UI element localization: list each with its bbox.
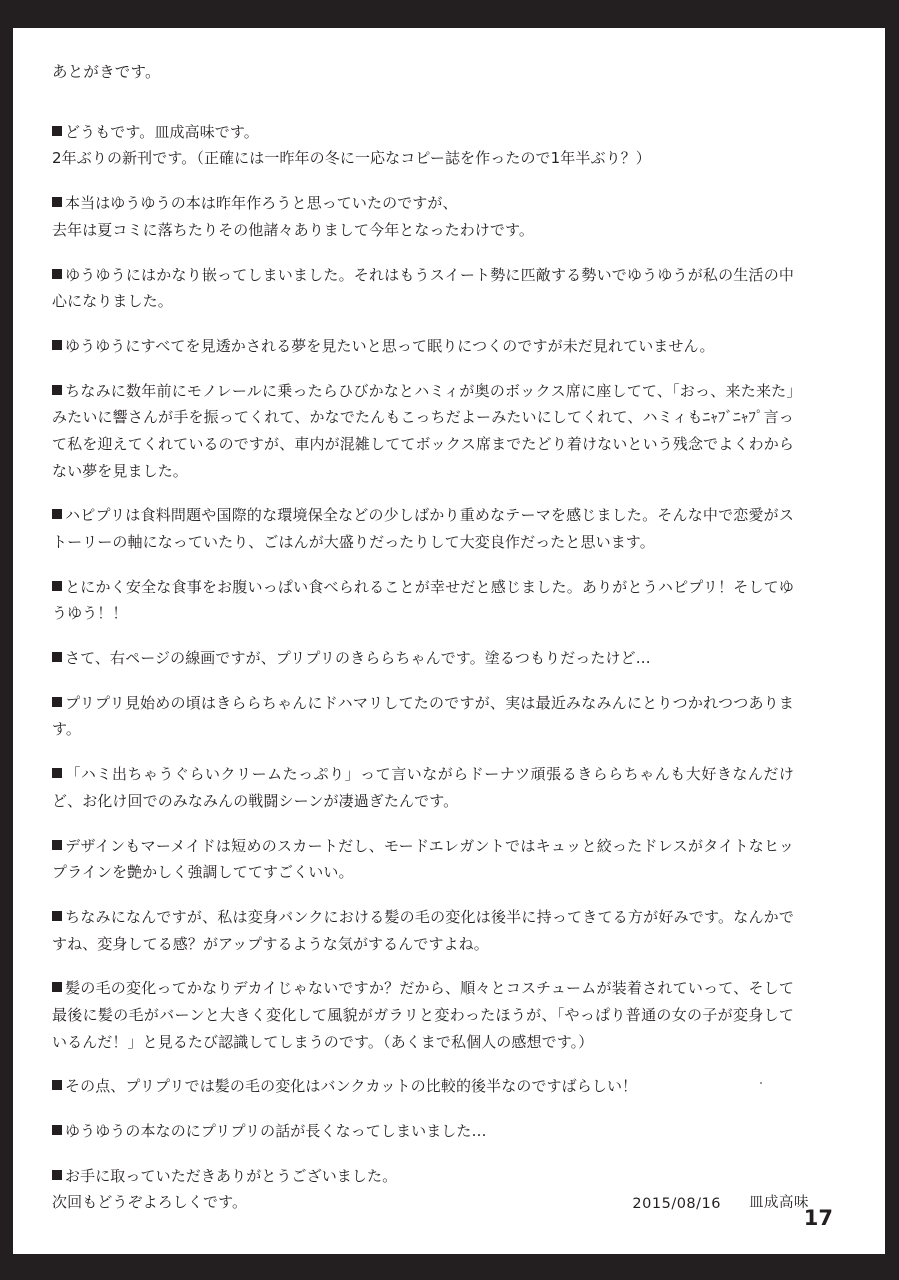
paragraph xyxy=(52,833,794,886)
square-bullet-icon xyxy=(52,1170,62,1180)
square-bullet-icon xyxy=(52,1125,62,1135)
publication-date: 2015/08/16 xyxy=(632,1196,721,1212)
page-border-bottom xyxy=(0,1254,899,1280)
square-bullet-icon xyxy=(52,1080,62,1090)
page-number: 17 xyxy=(803,1206,833,1230)
paragraph-line: さて、右ページの線画ですが、プリプリのきららちゃんです。塗るつもりだったけど… xyxy=(65,649,651,668)
page-footer xyxy=(52,1184,839,1230)
square-bullet-icon xyxy=(52,340,62,350)
paragraph-line: ゆうゆうにすべてを見透かされる夢を見たいと思って眠りにつくのですが未だ見れていません。 xyxy=(65,336,715,355)
paragraph-line: 次回もどうぞよろしくです。 xyxy=(52,1193,248,1212)
paragraph-line: とにかく安全な食事をお腹いっぱい食べられることが幸せだと感じました。ありがとうハピプリ！そしてゆうゆう！！ xyxy=(52,577,794,623)
page-border-top xyxy=(0,0,899,28)
afterword-body xyxy=(52,60,794,1234)
square-bullet-icon xyxy=(52,697,62,707)
paragraph-line: ハピプリは食料問題や国際的な環境保全などの少しばかり重めなテーマを感じました。そんな中で恋愛がストーリーの軸になっていたり、ごはんが大盛りだったりして大変良作だったと思います。 xyxy=(52,506,794,552)
square-bullet-icon xyxy=(52,911,62,921)
paragraph-line: どうもです。皿成高味です。 xyxy=(65,122,259,141)
paragraph xyxy=(52,645,794,672)
paragraph xyxy=(52,761,794,814)
square-bullet-icon xyxy=(52,385,62,395)
paragraph-line: お手に取っていただきありがとうございました。 xyxy=(65,1166,398,1185)
paragraph xyxy=(52,975,794,1055)
paragraph-line: 髪の毛の変化ってかなりデカイじゃないですか？だから、順々とコスチュームが装着されていって、そして最後に髪の毛がバーンと大きく変化して風貌がガラリと変わったほうが、「やっぱり普通の女の子が変身しているんだ！」と見るたび認識してしまうのです。（あくまで私個人の感想です。） xyxy=(52,979,794,1051)
paragraph xyxy=(52,574,794,627)
square-bullet-icon xyxy=(52,982,62,992)
paragraph xyxy=(52,119,794,172)
square-bullet-icon xyxy=(52,840,62,850)
paragraph xyxy=(52,1073,794,1100)
paper-speck xyxy=(760,1082,762,1084)
paragraph-line: その点、プリプリでは髪の毛の変化はバンクカットの比較的後半なのですばらしい！ xyxy=(65,1077,638,1096)
square-bullet-icon xyxy=(52,269,62,279)
square-bullet-icon xyxy=(52,581,62,591)
paragraph-line: 2年ぶりの新刊です。（正確には一昨年の冬に一応なコピー誌を作ったので1年半ぶり？） xyxy=(52,149,651,168)
paragraph xyxy=(52,333,794,360)
page-border-right xyxy=(885,0,899,1280)
paragraph xyxy=(52,378,794,485)
paragraph-line: デザインもマーメイドは短めのスカートだし、モードエレガントではキュッと絞ったドレスがタイトなヒップラインを艶かしく強調しててすごくいい。 xyxy=(52,836,794,882)
square-bullet-icon xyxy=(52,509,62,519)
paragraph-line: プリプリ見始めの頃はきららちゃんにドハマリしてたのですが、実は最近みなみんにとりつかれつつあります。 xyxy=(52,693,794,739)
paragraph xyxy=(52,690,794,743)
paragraph-line: ちなみに数年前にモノレールに乗ったらひびかなとハミィが奥のボックス席に座してて、「おっ、来た来た」みたいに響さんが手を振ってくれて、かなでたんもこっちだよーみたいにしてくれて、ハミィもﾆｬﾌﾞﾆｬﾌﾟ言って私を迎えてくれているのですが、車内が混雑しててボックス席までたどり着けないという残念でよくわからない夢を見ました。 xyxy=(52,381,794,480)
paragraph-line: 去年は夏コミに落ちたりその他諸々ありまして今年となったわけです。 xyxy=(52,220,535,239)
paragraph-line: ちなみになんですが、私は変身バンクにおける髪の毛の変化は後半に持ってきてる方が好みです。なんかですね、変身してる感？がアップするような気がするんですよね。 xyxy=(52,907,794,953)
square-bullet-icon xyxy=(52,768,62,778)
paragraph xyxy=(52,1118,794,1145)
paragraph-line: 本当はゆうゆうの本は昨年作ろうと思っていたのですが、 xyxy=(65,194,458,213)
square-bullet-icon xyxy=(52,126,62,136)
paragraph xyxy=(52,904,794,957)
page-border-left xyxy=(0,0,13,1280)
paragraph-line: ゆうゆうにはかなり嵌ってしまいました。それはもうスイート勢に匹敵する勢いでゆうゆうが私の生活の中心になりました。 xyxy=(52,265,794,311)
square-bullet-icon xyxy=(52,197,62,207)
author-name: 皿成高味 xyxy=(749,1195,809,1211)
paragraph-line: ゆうゆうの本なのにプリプリの話が長くなってしまいました… xyxy=(65,1122,487,1141)
paragraph xyxy=(52,190,794,243)
paragraph xyxy=(52,262,794,315)
paragraph-line: 「ハミ出ちゃうぐらいクリームたっぷり」って言いながらドーナツ頑張るきららちゃんも大好きなんだけど、お化け回でのみなみんの戦闘シーンが凄過ぎたんです。 xyxy=(52,765,794,810)
square-bullet-icon xyxy=(52,652,62,662)
page-title: あとがきです。 xyxy=(52,63,161,81)
paragraph xyxy=(52,502,794,555)
